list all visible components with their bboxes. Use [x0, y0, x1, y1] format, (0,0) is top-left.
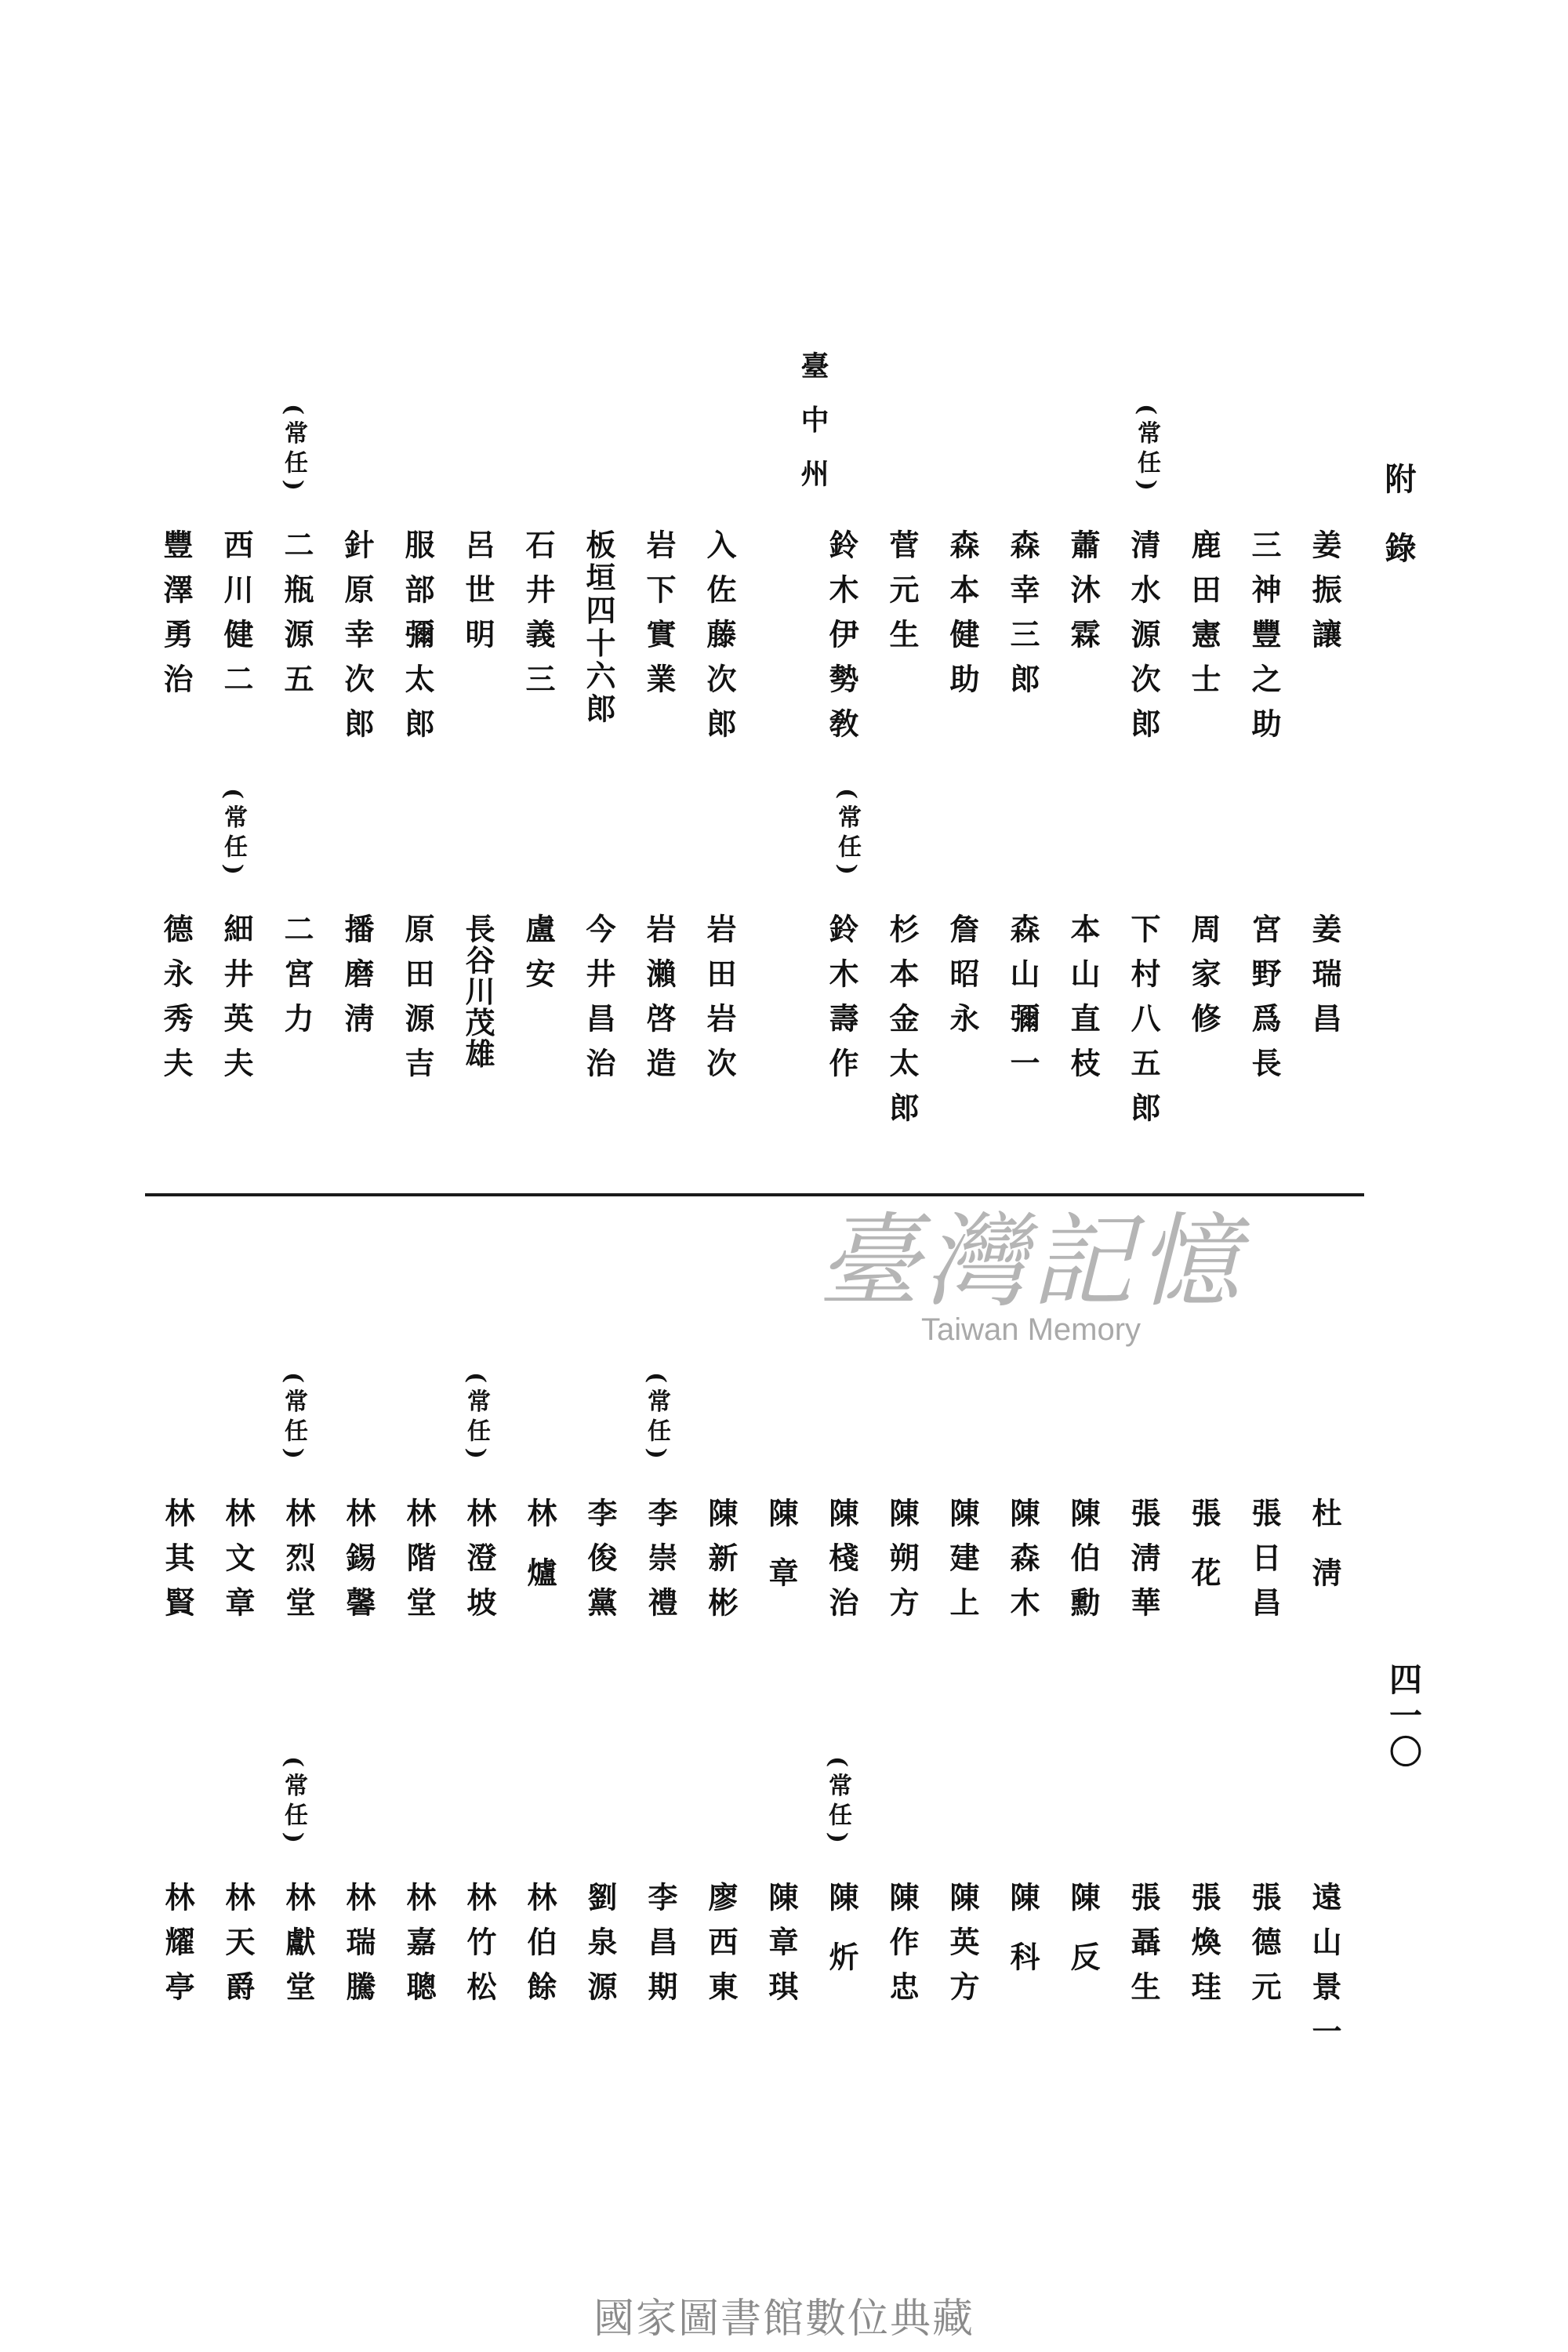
name-entry: 鈴木壽作 [824, 913, 859, 1092]
name-entry: 德永秀夫 [158, 913, 194, 1092]
name-entry: 本山直枝 [1065, 913, 1101, 1092]
name-entry: 林澄坡 [462, 1497, 497, 1632]
name-entry: 板垣四十六郎 [581, 529, 616, 726]
name-entry: 林文章 [220, 1497, 256, 1632]
name-entry: 林其賢 [160, 1497, 195, 1632]
name-entry: 杉本金太郎 [884, 913, 920, 1137]
note-standing: (常任) [824, 1756, 851, 1849]
watermark [776, 1180, 1286, 1348]
name-entry: 廖西東 [703, 1882, 739, 2016]
name-entry: 菅元生 [884, 529, 920, 663]
name-entry: 林爐 [522, 1497, 557, 1617]
name-entry: 陳章 [764, 1497, 799, 1617]
note-standing: (常任) [280, 404, 307, 497]
name-entry: 陳棧治 [824, 1497, 859, 1632]
note-standing: (常任) [1133, 404, 1160, 497]
name-entry: 宮野爲長 [1247, 913, 1282, 1092]
watermark-cjk: 臺灣記憶 [817, 1202, 1244, 1321]
name-entry: 陳森木 [1005, 1497, 1040, 1632]
region-label: 臺中州 [797, 351, 829, 513]
page-number: 四一〇 [1385, 1662, 1423, 1771]
name-entry: 林錫馨 [341, 1497, 376, 1632]
name-entry: 原田源吉 [400, 913, 435, 1092]
name-entry: 張德元 [1247, 1882, 1282, 2016]
name-entry: 陳作忠 [884, 1882, 920, 2016]
name-entry: 李崇禮 [643, 1497, 678, 1632]
name-entry: 盧安 [521, 913, 556, 1003]
name-entry: 陳伯勳 [1065, 1497, 1101, 1632]
name-entry: 陳朔方 [884, 1497, 920, 1632]
name-entry: 林天爵 [220, 1882, 256, 2016]
name-entry: 森山彌一 [1005, 913, 1040, 1092]
watermark-en: Taiwan Memory [920, 1312, 1142, 1347]
name-entry: 鹿田憲士 [1186, 529, 1221, 708]
name-entry: 張淸華 [1126, 1497, 1161, 1632]
name-entry: 杜淸 [1307, 1497, 1342, 1617]
name-entry: 二瓶源五 [279, 529, 314, 708]
name-entry: 林烈堂 [281, 1497, 316, 1632]
name-entry: 森本健助 [945, 529, 980, 708]
name-entry: 蕭沐霖 [1065, 529, 1101, 663]
name-entry: 林竹松 [462, 1882, 497, 2016]
name-entry: 鈴木伊勢敎 [824, 529, 859, 753]
note-standing: (常任) [280, 1756, 307, 1849]
name-entry: 周家修 [1186, 913, 1221, 1047]
name-entry: 林瑞騰 [341, 1882, 376, 2016]
name-entry: 姜瑞昌 [1307, 913, 1342, 1047]
name-entry: 李俊黨 [583, 1497, 618, 1632]
name-entry: 張花 [1186, 1497, 1221, 1617]
name-entry: 岩瀨啓造 [641, 913, 677, 1092]
note-standing: (常任) [220, 788, 247, 881]
note-standing: (常任) [463, 1372, 490, 1465]
name-entry: 林獻堂 [281, 1882, 316, 2016]
name-entry: 入佐藤次郎 [702, 529, 737, 753]
name-entry: 詹昭永 [945, 913, 980, 1047]
section-header: 附錄 [1380, 463, 1417, 601]
name-entry: 姜振讓 [1307, 529, 1342, 663]
name-entry: 三神豐之助 [1247, 529, 1282, 753]
name-entry: 張日昌 [1247, 1497, 1282, 1632]
footer-credit: 國家圖書館數位典藏 [593, 2296, 975, 2343]
name-entry: 服部彌太郎 [400, 529, 435, 753]
name-entry: 陳反 [1065, 1882, 1101, 2001]
name-entry: 下村八五郎 [1126, 913, 1161, 1137]
name-entry: 今井昌治 [581, 913, 616, 1092]
name-entry: 呂世明 [460, 529, 495, 663]
name-entry: 陳科 [1005, 1882, 1040, 2001]
name-entry: 岩下實業 [641, 529, 677, 708]
note-standing: (常任) [280, 1372, 307, 1465]
name-entry: 西川健二 [219, 529, 254, 708]
name-entry: 劉泉源 [583, 1882, 618, 2016]
name-entry: 播磨淸 [339, 913, 375, 1047]
name-entry: 細井英夫 [219, 913, 254, 1092]
name-entry: 林階堂 [401, 1497, 437, 1632]
note-standing: (常任) [833, 788, 861, 881]
note-standing: (常任) [643, 1372, 670, 1465]
name-entry: 二宮力 [279, 913, 314, 1047]
name-entry: 石井義三 [521, 529, 556, 708]
name-entry: 林嘉聰 [401, 1882, 437, 2016]
name-entry: 長谷川茂雄 [460, 913, 495, 1070]
name-entry: 遠山景一 [1307, 1882, 1342, 2060]
name-entry: 陳新彬 [703, 1497, 739, 1632]
name-entry: 陳章琪 [764, 1882, 799, 2016]
name-entry: 豐澤勇治 [158, 529, 194, 708]
name-entry: 陳建上 [945, 1497, 980, 1632]
name-entry: 森幸三郎 [1005, 529, 1040, 708]
name-entry: 張煥珪 [1186, 1882, 1221, 2016]
name-entry: 陳英方 [945, 1882, 980, 2016]
name-entry: 張聶生 [1126, 1882, 1161, 2016]
name-entry: 林伯餘 [522, 1882, 557, 2016]
name-entry: 岩田岩次 [702, 913, 737, 1092]
name-entry: 林耀亭 [160, 1882, 195, 2016]
name-entry: 陳炘 [824, 1882, 859, 2001]
name-entry: 李昌期 [643, 1882, 678, 2016]
name-entry: 清水源次郎 [1126, 529, 1161, 753]
name-entry: 針原幸次郎 [339, 529, 375, 753]
